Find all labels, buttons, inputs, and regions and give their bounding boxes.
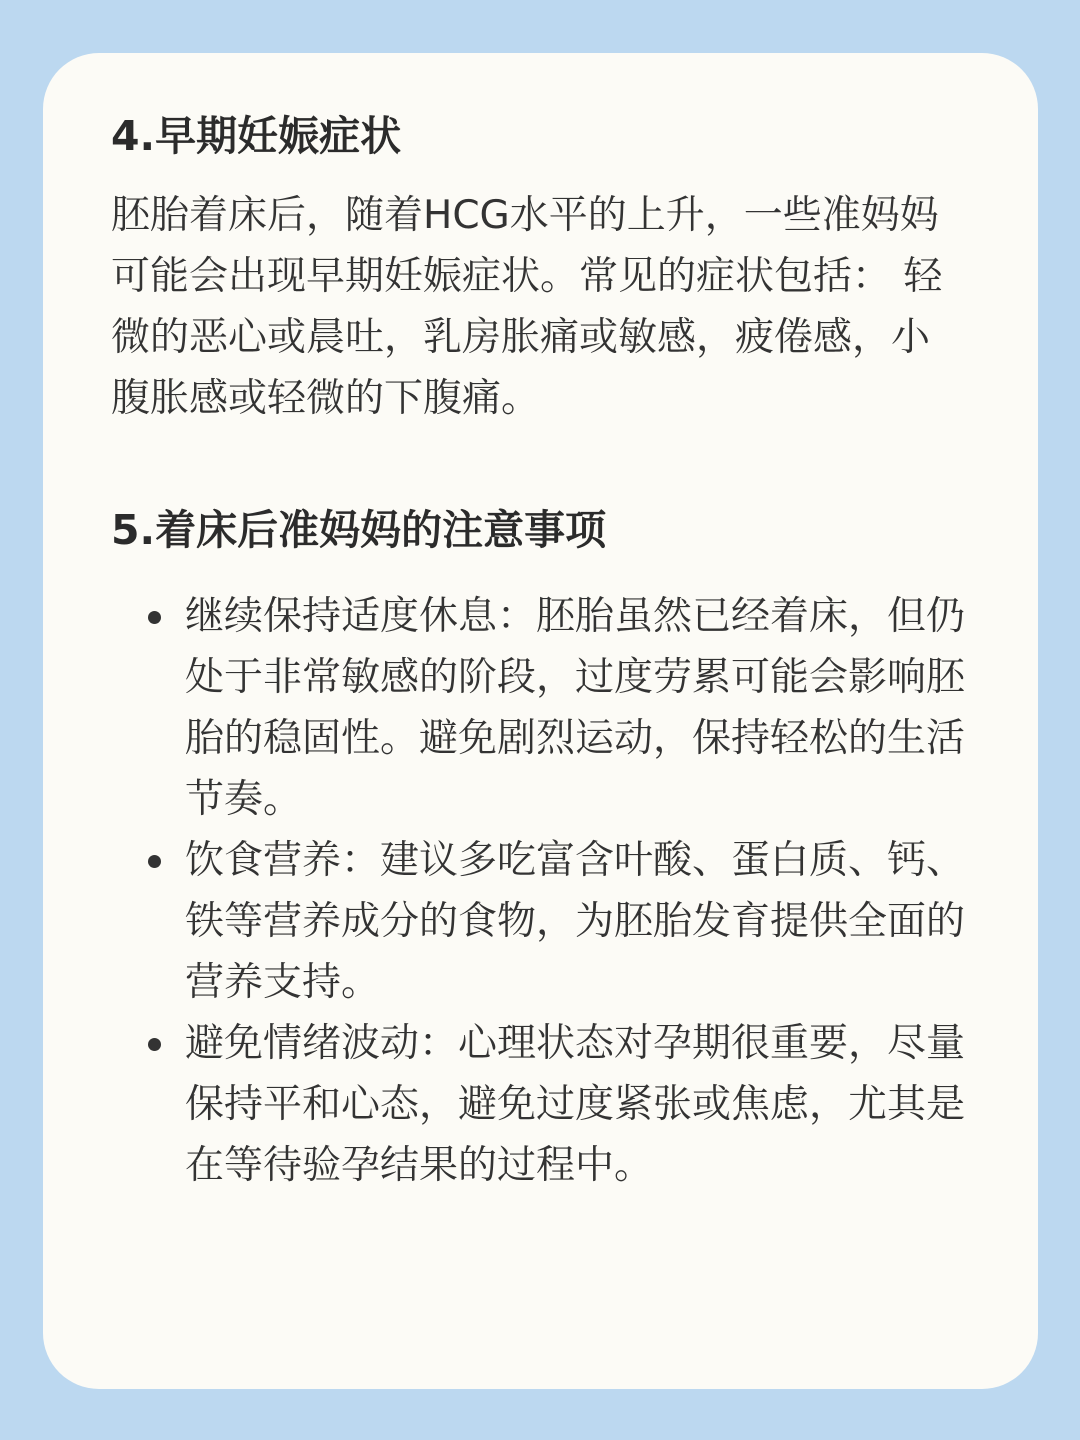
bullet-dot-icon bbox=[148, 855, 161, 868]
list-item-text: 避免情绪波动：心理状态对孕期很重要，尽量保持平和心态，避免过度紧张或焦虑，尤其是在等待验孕结果的过程中。 bbox=[185, 1021, 966, 1188]
list-item-text: 饮食营养：建议多吃富含叶酸、蛋白质、钙、铁等营养成分的食物，为胚胎发育提供全面的营养支持。 bbox=[185, 838, 966, 1005]
bullet-dot-icon bbox=[148, 1038, 161, 1051]
list-item bbox=[43, 830, 1038, 1013]
content-card bbox=[43, 53, 1038, 1389]
early-symptoms-paragraph: 胚胎着床后，随着HCG水平的上升，一些准妈妈可能会出现早期妊娠症状。常见的症状包括： 轻微的恶心或晨吐，乳房胀痛或敏感，疲倦感，小腹胀感或轻微的下腹痛。 bbox=[111, 193, 943, 421]
list-item bbox=[43, 1013, 1038, 1196]
precautions-list bbox=[43, 586, 1038, 1196]
list-item-text: 继续保持适度休息：胚胎虽然已经着床，但仍处于非常敏感的阶段，过度劳累可能会影响胚胎的稳固性。避免剧烈运动，保持轻松的生活节奏。 bbox=[185, 594, 966, 822]
section-title-early-symptoms: 4.早期妊娠症状 bbox=[111, 112, 402, 160]
list-item bbox=[43, 586, 1038, 830]
section-title-precautions: 5.着床后准妈妈的注意事项 bbox=[111, 506, 607, 554]
bullet-dot-icon bbox=[148, 611, 161, 624]
